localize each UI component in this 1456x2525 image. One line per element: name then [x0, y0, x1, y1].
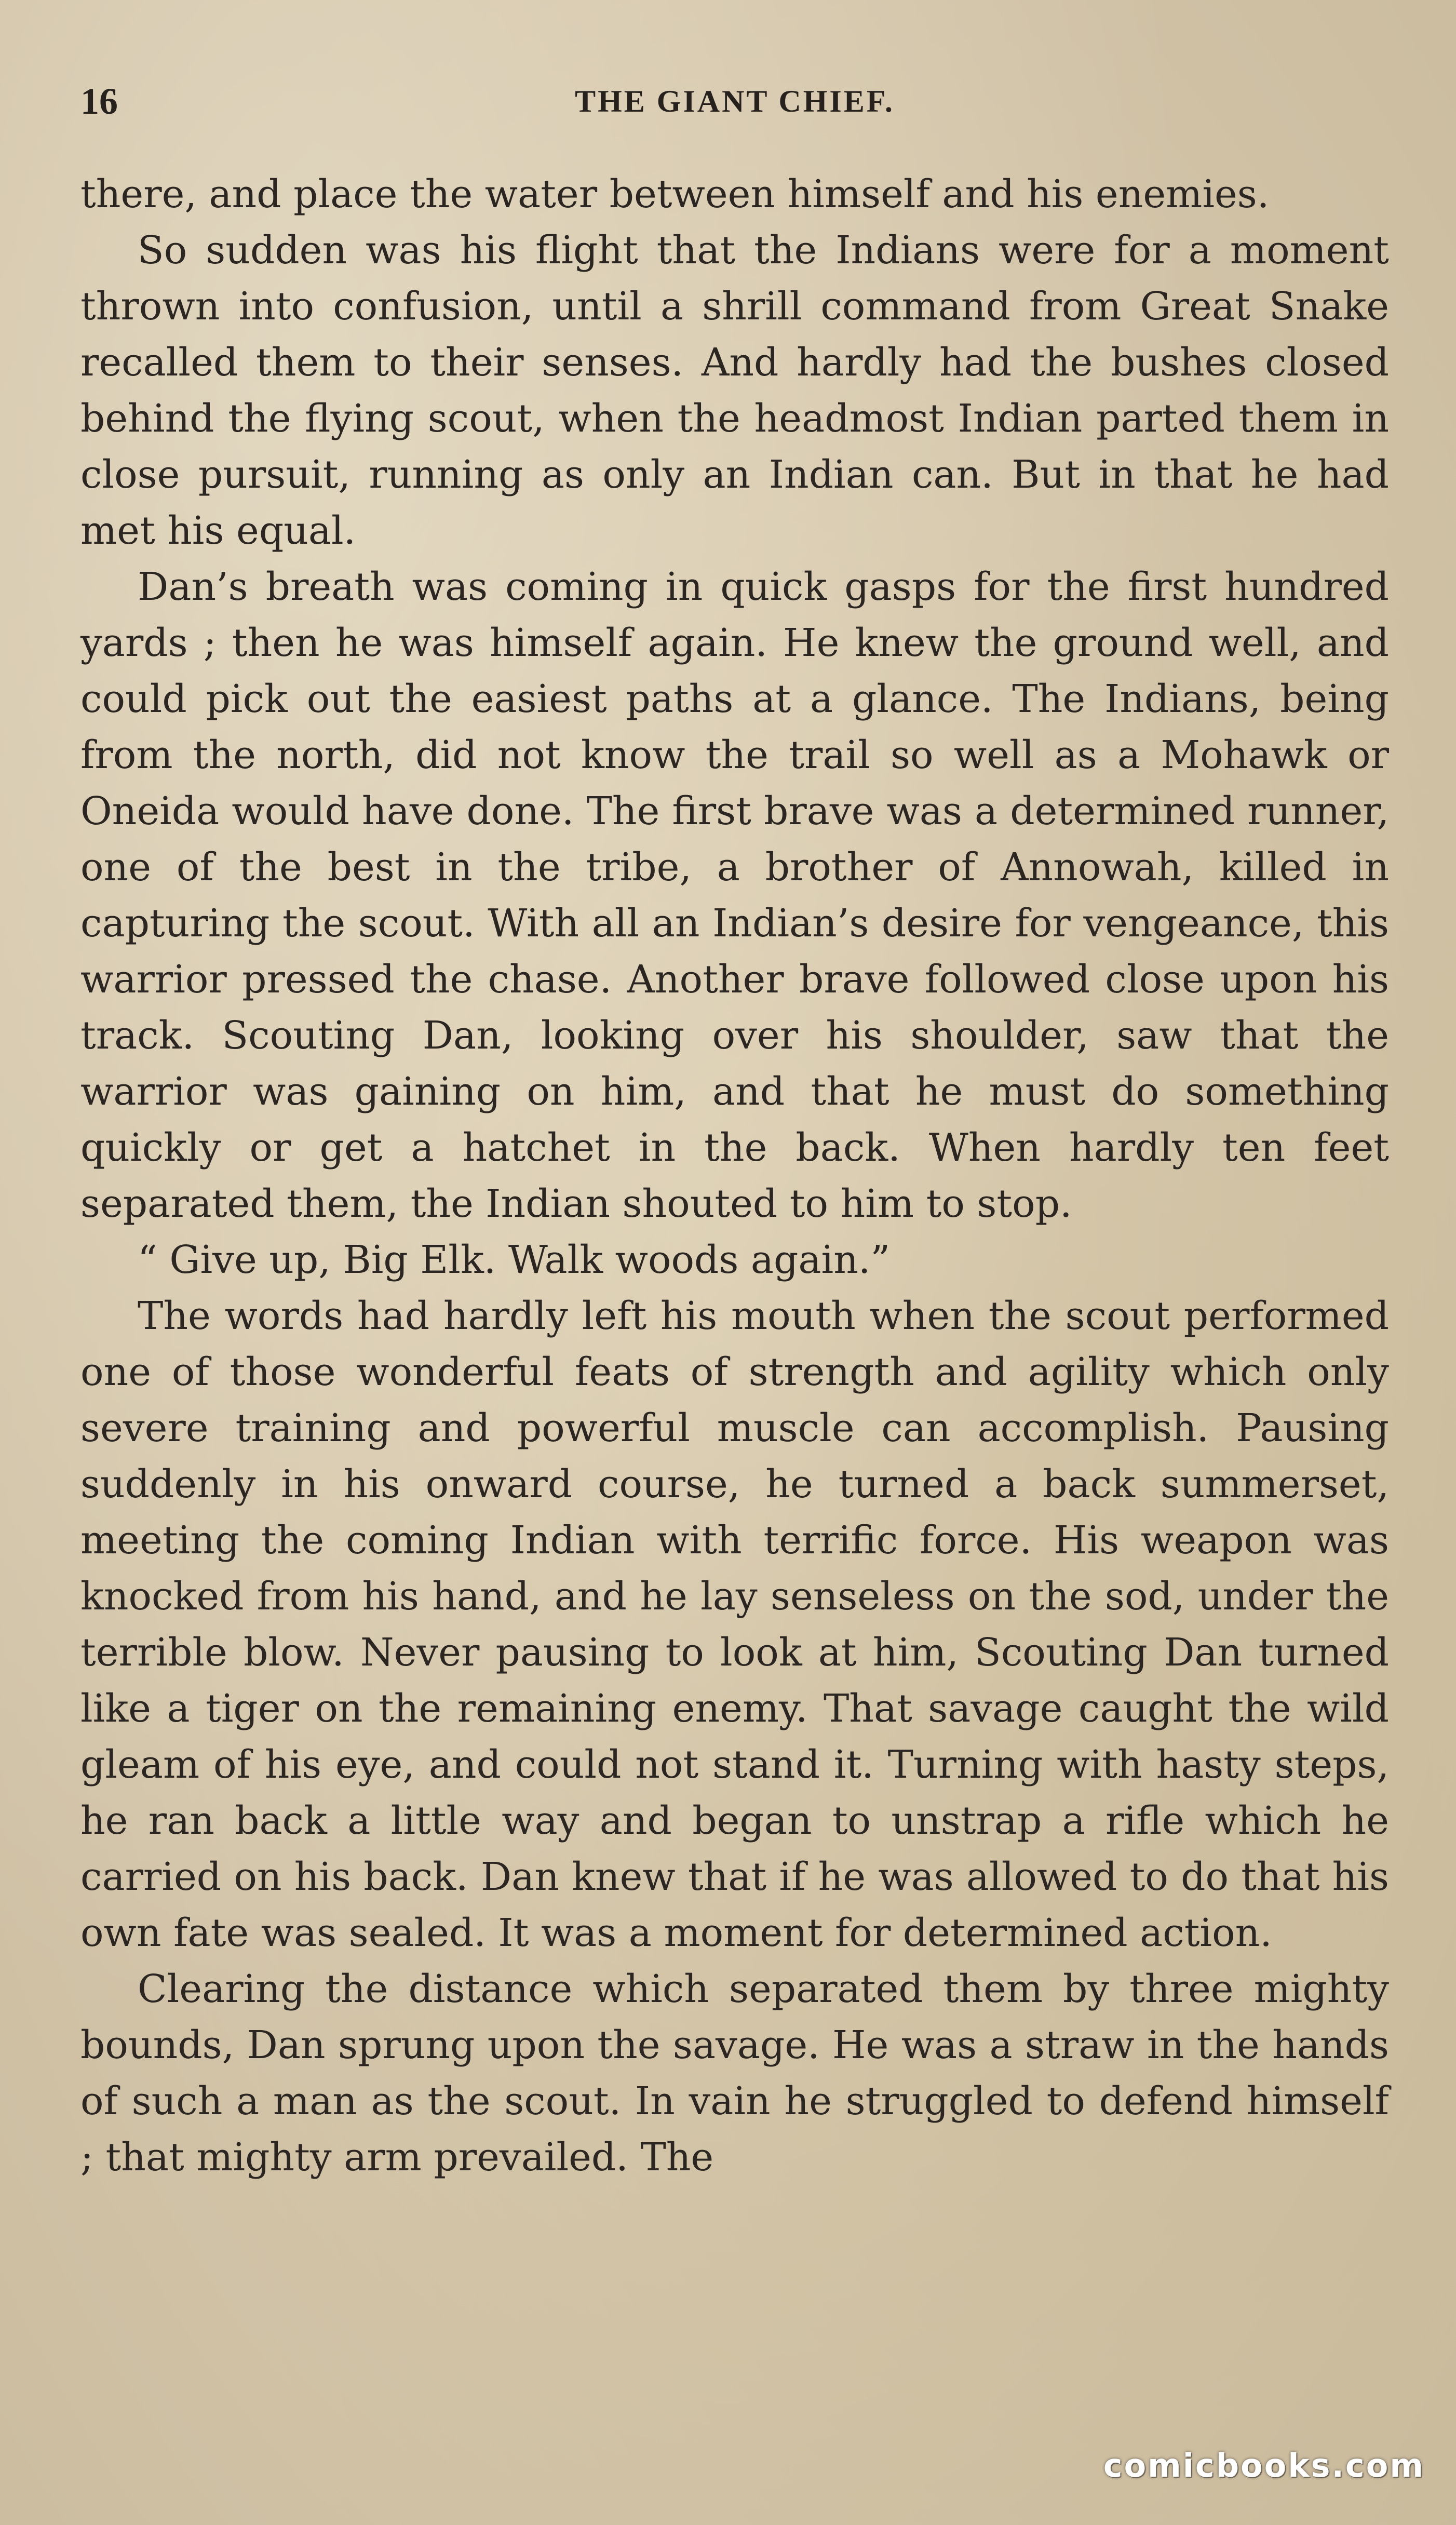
book-page	[80, 78, 1389, 2436]
paragraph: Clearing the distance which separated them by three mighty bounds, Dan sprung upon the savage. He was a straw in the hands of such a man as the scout. In vain he struggled to defend himself ; that mighty arm prevailed. The	[80, 1967, 1389, 2180]
running-title: THE GIANT CHIEF.	[575, 84, 895, 118]
body-text	[80, 166, 1389, 2185]
running-head	[80, 78, 1389, 130]
watermark-text: comicbooks.com	[1103, 2447, 1425, 2484]
paragraph: Dan’s breath was coming in quick gasps for the first hundred yards ; then he was himself again. He knew the ground well, and could pick out the easiest paths at a glance. The Indians, being from the north, did not know the trail so well as a Mohawk or Oneida would have done. The first brave was a determined runner, one of the best in the tribe, a brother of Annowah, killed in capturing the scout. With all an Indian’s desire for vengeance, this warrior pressed the chase. Another brave followed close upon his track. Scouting Dan, looking over his shoulder, saw that the warrior was gaining on him, and that he must do something quickly or get a hatchet in the back. When hardly ten feet separated them, the Indian shouted to him to stop.	[80, 565, 1389, 1226]
paragraph-dialogue: “ Give up, Big Elk. Walk woods again.”	[138, 1238, 891, 1282]
paragraph: So sudden was his flight that the Indians were for a moment thrown into confusion, until a shrill command from Great Snake recalled them to their senses. And hardly had the bushes closed behind the flying scout, when the headmost Indian parted them in close pursuit, running as only an Indian can. But in that he had met his equal.	[80, 228, 1389, 553]
page-number: 16	[80, 80, 118, 122]
paragraph-continuation: there, and place the water between himself and his enemies.	[80, 172, 1270, 217]
paragraph: The words had hardly left his mouth when the scout performed one of those wonderful feats of strength and agility which only severe training and powerful muscle can accomplish. Pausing suddenly in his onward course, he turned a back summerset, meeting the coming Indian with terrific force. His weapon was knocked from his hand, and he lay senseless on the sod, under the terrible blow. Never pausing to look at him, Scouting Dan turned like a tiger on the remaining enemy. That savage caught the wild gleam of his eye, and could not stand it. Turning with hasty steps, he ran back a little way and began to unstrap a rifle which he carried on his back. Dan knew that if he was allowed to do that his own fate was sealed. It was a moment for determined action.	[80, 1294, 1389, 1955]
